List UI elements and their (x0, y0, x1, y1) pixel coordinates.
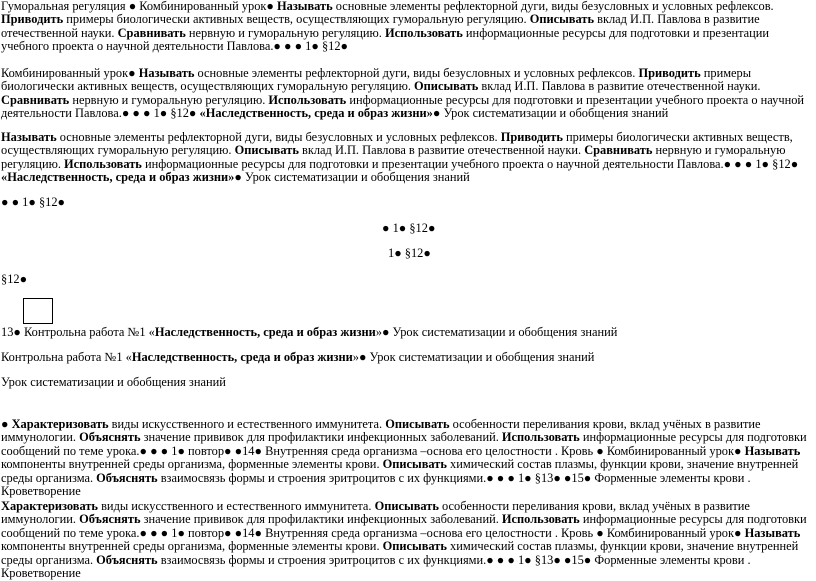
text-run: 13● Контрольна работа №1 « (1, 325, 155, 339)
text-run: информационные ресурсы для подготовки сообщений по теме урока.● ● ● 1● повтор● ●14● Внутренняя среда организма –основа его целостности . Кровь ● Комбинированный урок● (1, 512, 807, 540)
bold-title: Наследственность, среда и образ жизни (154, 325, 376, 339)
text-run: основные элементы рефлекторной дуги, виды безусловных и условных рефлексов. (332, 0, 774, 13)
bold-verb: Характеризовать (11, 417, 109, 431)
bold-verb: Называть (138, 66, 195, 80)
bold-verb: Сравнивать (117, 25, 186, 40)
bold-verb: Приводить (1, 12, 64, 27)
bold-verb: Описывать (414, 79, 479, 94)
text-run: особенности переливания крови, вклад учёных в развитие иммунологии. (1, 499, 750, 527)
text-run: примеры биологически активных веществ, осуществляющих гуморальную регуляцию. (1, 130, 793, 158)
bold-verb: Использовать (501, 512, 580, 527)
fragment-line: 1● §12● (388, 246, 431, 260)
bold-verb: Использовать (385, 25, 463, 40)
text-run: виды искусственного и естественного иммунитета. (108, 417, 386, 431)
text-run: химический состав плазмы, функции крови, значение внутренней среды организма. (1, 457, 799, 485)
text-run: нервную и гуморальную регуляцию. (1, 143, 786, 171)
text-run: информационные ресурсы для подготовки и презентации учебного проекта о научной деятельности Павлова.● ● ● 1● §12● (1, 92, 805, 121)
fragment-line: §12● (1, 272, 28, 286)
text-run: химический состав плазмы, функции крови, значение внутренней среды организма. (1, 539, 799, 567)
bold-verb: Описывать (234, 143, 299, 158)
bold-title: «Наследственность, среда и образ жизни» (1, 170, 235, 185)
text-run: компоненты внутренней среды организма, форменные элементы крови. (1, 539, 383, 554)
text-run: взаимосвязь формы и строения эритроцитов с их функциями.● ● ● 1● §13● ●15● Форменные элементы крови . Кроветворение (1, 552, 751, 581)
bold-verb: Называть (744, 443, 801, 458)
bold-verb: Характеризовать (1, 499, 98, 513)
paragraph-gumoral (1, 0, 811, 54)
text-run: значение прививок для профилактики инфекционных заболеваний. (140, 512, 502, 527)
bold-verb: Описывать (385, 417, 450, 431)
empty-box (23, 298, 53, 324)
bold-verb: Сравнивать (1, 92, 70, 107)
text-run: примеры биологически активных веществ, осуществляющих гуморальную регуляцию. (1, 66, 752, 94)
bold-verb: Приводить (638, 66, 701, 80)
paragraph-combined (1, 67, 811, 121)
text-run: вклад И.П. Павлова в развитие отечественной науки. (1, 12, 760, 40)
text-run: вклад И.П. Павлова в развитие отечественной науки. (478, 79, 761, 94)
paragraph-reflexes (1, 131, 811, 185)
bold-verb: Называть (744, 525, 801, 540)
bold-verb: Объяснять (96, 552, 158, 567)
text-run: ● (1, 417, 12, 431)
text-run: основные элементы рефлекторной дуги, виды безусловных и условных рефлексов. (194, 66, 639, 80)
fragment-line: ● ● 1● §12● (1, 195, 66, 209)
text-run: компоненты внутренней среды организма, форменные элементы крови. (1, 457, 383, 472)
text-run: информационные ресурсы для подготовки и презентации учебного проекта о научной деятельности Павлова.● ● ● 1● §12● (141, 156, 799, 171)
text-run: Комбинированный урок● (1, 66, 139, 80)
bold-verb: Использовать (64, 156, 142, 171)
text-run: нервную и гуморальную регуляцию. (185, 25, 386, 40)
bold-verb: Описывать (529, 12, 594, 27)
bold-verb: Сравнивать (584, 143, 653, 158)
bold-verb: Объяснять (79, 430, 141, 445)
bold-verb: Описывать (382, 539, 447, 554)
text-run: Контрольна работа №1 « (1, 350, 132, 364)
fragment-line: ● 1● §12● (382, 221, 436, 235)
paragraph-immunity-repeat (1, 500, 811, 580)
bold-verb: Объяснять (96, 470, 158, 485)
text-run: основные элементы рефлекторной дуги, виды безусловных и условных рефлексов. (56, 130, 501, 144)
bold-verb: Называть (277, 0, 333, 13)
text-run: »● Урок систематизации и обобщения знаний (352, 350, 595, 364)
bold-verb: Использовать (268, 92, 347, 107)
bold-title: Наследственность, среда и образ жизни (131, 350, 353, 364)
bold-title: «Наследственность, среда и образ жизни» (199, 106, 433, 121)
paragraph-immunity (1, 418, 811, 498)
text-run: информационные ресурсы для подготовки и презентации учебного проекта о научной деятельности Павлова.● ● ● 1● §12● (1, 25, 770, 54)
text-run: вклад И.П. Павлова в развитие отечественной науки. (298, 143, 585, 158)
text-run: ● Урок систематизации и обобщения знаний (432, 106, 669, 121)
bold-verb: Описывать (382, 457, 447, 472)
text-run: нервную и гуморальную регуляцию. (69, 92, 269, 107)
control-work-line (1, 326, 617, 339)
text-run: Гуморальная регуляция ● Комбинированный урок● (1, 0, 277, 13)
bold-verb: Описывать (374, 499, 439, 513)
text-run: »● Урок систематизации и обобщения знаний (375, 325, 618, 339)
control-work-line (1, 351, 594, 364)
text-run: виды искусственного и естественного иммунитета. (97, 499, 375, 513)
text-run: значение прививок для профилактики инфекционных заболеваний. (140, 430, 502, 445)
text-run: примеры биологически активных веществ, осуществляющих гуморальную регуляцию. (63, 12, 530, 27)
bold-verb: Называть (1, 130, 57, 144)
text-run: особенности переливания крови, вклад учёных в развитие иммунологии. (1, 417, 761, 445)
bold-verb: Приводить (500, 130, 563, 144)
text-run: информационные ресурсы для подготовки сообщений по теме урока.● ● ● 1● повтор● ●14● Внутренняя среда организма –основа его целостности . Кровь ● Комбинированный урок● (1, 430, 807, 458)
text-run: ● Урок систематизации и обобщения знаний (234, 170, 470, 185)
text-run: взаимосвязь формы и строения эритроцитов с их функциями.● ● ● 1● §13● ●15● Форменные элементы крови . Кроветворение (1, 470, 751, 499)
bold-verb: Использовать (501, 430, 580, 445)
lesson-type-line: Урок систематизации и обобщения знаний (1, 375, 226, 389)
bold-verb: Объяснять (79, 512, 141, 527)
